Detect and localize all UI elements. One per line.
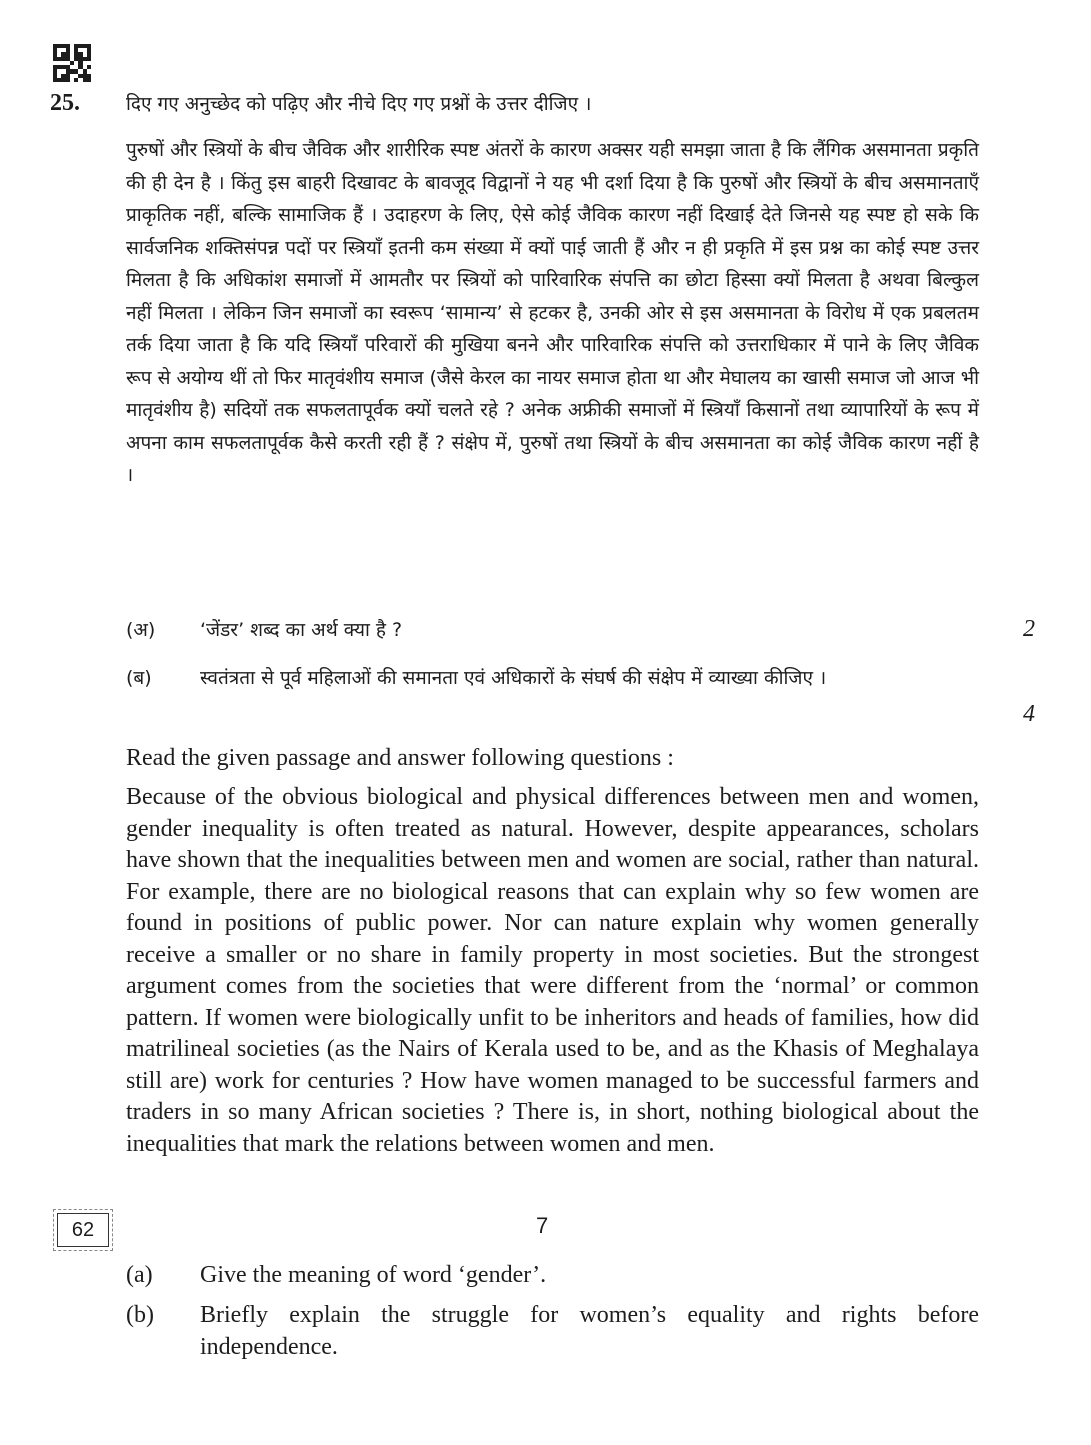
hindi-instruction: दिए गए अनुच्छेद को पढ़िए और नीचे दिए गए प्रश्नों के उत्तर दीजिए ।	[126, 93, 592, 115]
marks-a: 2	[1023, 616, 1035, 642]
english-sub-a-text: Give the meaning of word ‘gender’.	[200, 1262, 547, 1288]
english-sub-a-label: (a)	[126, 1262, 153, 1288]
english-sub-b-label: (b)	[126, 1302, 154, 1328]
paper-code-box	[57, 1213, 109, 1247]
page-number: 7	[536, 1213, 549, 1238]
english-instruction: Read the given passage and answer following questions :	[126, 745, 674, 771]
marks-b: 4	[1023, 701, 1035, 727]
qr-code	[53, 44, 91, 82]
english-subquestion-a	[126, 1260, 979, 1292]
hindi-sub-b-text: स्वतंत्रता से पूर्व महिलाओं की समानता एवं अधिकारों के संघर्ष की संक्षेप में व्याख्या कीजिए ।	[200, 667, 827, 689]
question-number: 25.	[50, 90, 80, 116]
hindi-subquestion-a	[126, 614, 979, 646]
hindi-passage: पुरुषों और स्त्रियों के बीच जैविक और शारीरिक स्पष्ट अंतरों के कारण अक्सर यही समझा जाता है कि लैंगिक असमानता प्रकृति की ही देन है । किंतु इस बाहरी दिखावट के बावजूद विद्वानों ने यह भी दर्शा दिया है कि पुरुषों और स्त्रियों के बीच असमानताएँ प्राकृतिक नहीं, बल्कि सामाजिक हैं । उदाहरण के लिए, ऐसे कोई जैविक कारण नहीं दिखाई देते जिनसे यह स्पष्ट हो सके कि सार्वजनिक शक्तिसंपन्न पदों पर स्त्रियाँ इतनी कम संख्या में क्यों पाई जाती हैं और न ही प्रकृति में इस प्रश्न का कोई स्पष्ट उत्तर मिलता है कि अधिकांश समाजों में आमतौर पर स्त्रियों को पारिवारिक संपत्ति का छोटा हिस्सा क्यों मिलता है अथवा बिल्कुल नहीं मिलता । लेकिन जिन समाजों का स्वरूप ‘सामान्य’ से हटकर है, उनकी ओर से इस असमानता के विरोध में एक प्रबलतम तर्क दिया जाता है कि यदि स्त्रियाँ परिवारों की मुखिया बनने और पारिवारिक संपत्ति को उत्तराधिकार में पाने के लिए जैविक रूप से अयोग्य थीं तो फिर मातृवंशीय समाज (जैसे केरल का नायर समाज होता था और मेघालय का खासी समाज जो आज भी मातृवंशीय है) सदियों तक सफलतापूर्वक क्यों चलते रहे ? अनेक अफ्रीकी समाजों में स्त्रियाँ किसानों तथा व्यापारियों के रूप में अपना काम सफलतापूर्वक कैसे करती रही हैं ? संक्षेप में, पुरुषों तथा स्त्रियों के बीच असमानता का कोई जैविक कारण नहीं है ।	[126, 139, 979, 486]
hindi-sub-a-text: ‘जेंडर’ शब्द का अर्थ क्या है ?	[200, 619, 403, 641]
hindi-subquestion-b	[126, 662, 979, 728]
english-subquestion-b	[126, 1300, 979, 1364]
english-sub-b-text: Briefly explain the struggle for women’s equality and rights before independence.	[200, 1302, 979, 1360]
paper-code: 62	[71, 1218, 95, 1241]
hindi-sub-a-label: (अ)	[126, 619, 156, 641]
hindi-sub-b-label: (ब)	[126, 667, 152, 689]
english-passage: Because of the obvious biological and physical differences between men and women, gender inequality is often treated as natural. However, despite appearances, scholars have shown that the inequalities between men and women are social, rather than natural. For example, there are no biological reasons that can explain why so few women are found in positions of public power. Nor can nature explain why women generally receive a smaller or no share in family property in most societies. But the strongest argument comes from the societies that were different from the ‘normal’ or common pattern. If women were biologically unfit to be inheritors and heads of families, how did matrilineal societies (as the Nairs of Kerala used to be, and as the Khasis of Meghalaya still are) work for centuries ? How have women managed to be successful farmers and traders in so many African societies ? There is, in short, nothing biological about the inequalities that mark the relations between women and men.	[126, 784, 979, 1157]
